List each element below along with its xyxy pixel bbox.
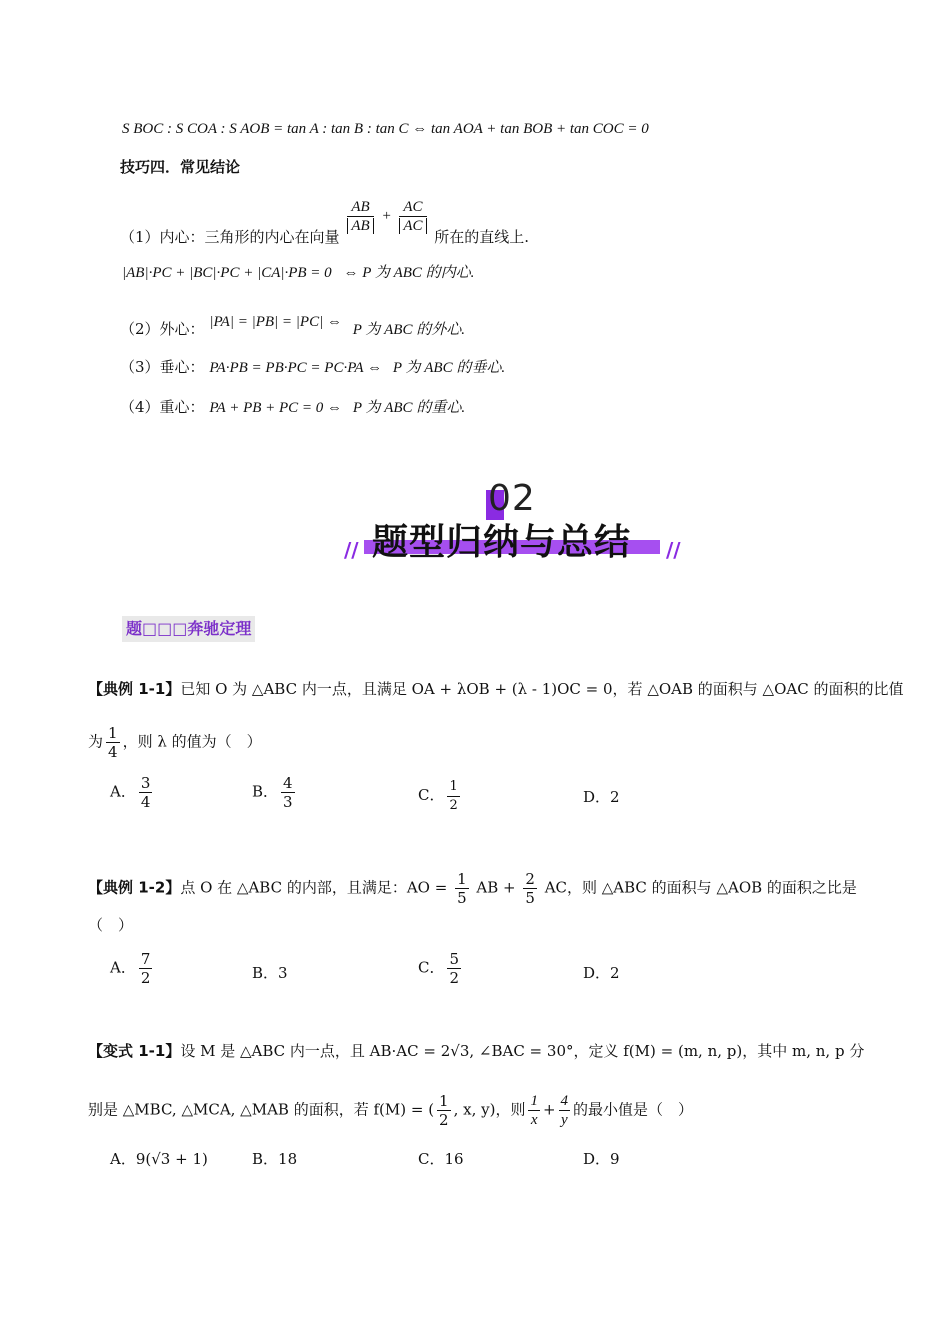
problem-1-2-option-a[interactable]: A． $\frac{7}{2}$ xyxy=(110,950,151,987)
incenter-suffix: 所在的直线上. xyxy=(434,228,530,246)
area-ratio-formula xyxy=(122,118,649,140)
problem-1-2-option-c[interactable]: C． $\frac{5}{2}$ xyxy=(418,950,460,987)
problem-1-2-option-b[interactable]: B．3 xyxy=(252,964,288,982)
section-title: 题型归纳与总结 xyxy=(372,522,632,563)
variant-1-1-plus: + xyxy=(542,1100,556,1119)
problem-1-1-option-d[interactable]: D．2 xyxy=(583,788,620,806)
orthocenter-label: （3）垂心： xyxy=(120,358,205,376)
variant-1-1-mid: , x, y)，则 xyxy=(453,1100,526,1119)
problem-1-1-option-a[interactable]: A． $\frac{3}{4}$ xyxy=(110,774,151,811)
problem-1-1-fraction: $\frac{1}{4}$ xyxy=(108,724,118,761)
section-banner xyxy=(340,478,685,568)
variant-1-1-prefix: 别是 △MBC, △MCA, △MAB 的面积，若 f(M) = ( xyxy=(88,1100,435,1119)
problem-1-1-line-2 xyxy=(88,724,262,761)
incenter-condition xyxy=(122,262,474,284)
circumcenter-result: P 为 ABC 的外心. xyxy=(352,322,465,338)
variant-1-1-option-d[interactable]: D．9 xyxy=(583,1150,620,1168)
variant-1-1-text-1: 设 M 是 △ABC 内一点，且 AB·AC = 2√3, ∠BAC = 30°，定义 f(M) = (m, n, p)，其中 m, n, p 分 xyxy=(180,1042,865,1060)
orthocenter-condition: PA·PB = PB·PC = PC·PA ⇔ xyxy=(209,360,383,376)
problem-1-1-prefix: 为 xyxy=(88,732,104,751)
variant-1-1-fraction-y: $\frac{4}{y}$ xyxy=(560,1093,569,1128)
problem-1-2-tag: 【典例 1-2】 xyxy=(88,878,181,897)
circumcenter-condition: |PA| = |PB| = |PC| ⇔ xyxy=(209,314,342,330)
slash-left-decoration: // xyxy=(344,538,359,562)
problem-1-2-option-d[interactable]: D．2 xyxy=(583,964,620,982)
problem-1-2-fraction-1: $\frac{1}{5}$ xyxy=(457,870,467,907)
problem-1-2-fraction-2: $\frac{2}{5}$ xyxy=(525,870,535,907)
problem-1-1-text-1: 已知 O 为 △ABC 内一点，且满足 OA + λOB + (λ - 1)OC = 0，若 △OAB 的面积与 △OAC 的面积的比值 xyxy=(180,680,904,698)
problem-1-2-line-2: （ ） xyxy=(88,916,134,934)
problem-1-1-line-1 xyxy=(88,678,903,700)
variant-1-1-line-2 xyxy=(88,1092,693,1129)
tips-heading: 技巧四．常见结论 xyxy=(120,158,241,176)
area-ratio-text: S BOC : S COA : S AOB = tan A : tan B : tan C ⇔ tan AOA + tan BOB + tan COC = 0 xyxy=(122,121,649,137)
circumcenter-label: （2）外心： xyxy=(120,320,205,338)
incenter-line xyxy=(120,198,530,249)
plus-sign: + xyxy=(381,208,392,224)
incenter-prefix: （1）内心：三角形的内心在向量 xyxy=(120,228,340,246)
incenter-condition-text: |AB|·PC + |BC|·PC + |CA|·PB = 0 xyxy=(122,265,332,281)
problem-1-1-option-c[interactable]: C． $\frac{1}{2}$ xyxy=(418,779,458,813)
problem-1-2-text-1: 点 O 在 △ABC 的内部，且满足：AO = xyxy=(180,878,453,897)
variant-1-1-fraction-x: $\frac{1}{x}$ xyxy=(530,1093,538,1128)
problem-1-1-option-b[interactable]: B． $\frac{4}{3}$ xyxy=(252,774,293,811)
slash-right-decoration: // xyxy=(666,538,681,562)
variant-1-1-line-1 xyxy=(88,1040,864,1062)
variant-1-1-option-a[interactable]: A．9(√3 + 1) xyxy=(110,1150,208,1168)
variant-1-1-option-c[interactable]: C．16 xyxy=(418,1150,464,1168)
problem-1-2-mid: AB + xyxy=(471,878,521,897)
variant-1-1-suffix: 的最小值是（ ） xyxy=(573,1100,694,1119)
centroid-result: P 为 ABC 的重心. xyxy=(352,400,466,416)
centroid-condition: PA + PB + PC = 0 ⇔ xyxy=(209,400,343,416)
orthocenter-result: P 为 ABC 的垂心. xyxy=(392,360,506,376)
variant-1-1-option-b[interactable]: B．18 xyxy=(252,1150,298,1168)
topic-title: 题□□□奔驰定理 xyxy=(122,616,255,642)
variant-1-1-tag: 【变式 1-1】 xyxy=(88,1042,181,1060)
problem-1-2-line-1 xyxy=(88,870,857,907)
variant-1-1-fraction-half: $\frac{1}{2}$ xyxy=(439,1092,449,1129)
incenter-result: ⇔ P 为 ABC 的内心. xyxy=(343,265,475,281)
unit-vector-ab: $\frac{AB}{AB}$ xyxy=(347,198,373,235)
centroid-label: （4）重心： xyxy=(120,398,205,416)
circumcenter-line xyxy=(120,314,465,341)
unit-vector-ac: $\frac{AC}{AC}$ xyxy=(399,198,426,235)
section-number: 02 xyxy=(488,478,536,519)
centroid-line xyxy=(120,396,465,419)
problem-1-1-tag: 【典例 1-1】 xyxy=(88,680,181,698)
problem-1-1-suffix: ，则 λ 的值为（ ） xyxy=(122,732,262,751)
orthocenter-line xyxy=(120,356,505,379)
problem-1-2-text-end: AC，则 △ABC 的面积与 △AOB 的面积之比是 xyxy=(539,878,857,897)
